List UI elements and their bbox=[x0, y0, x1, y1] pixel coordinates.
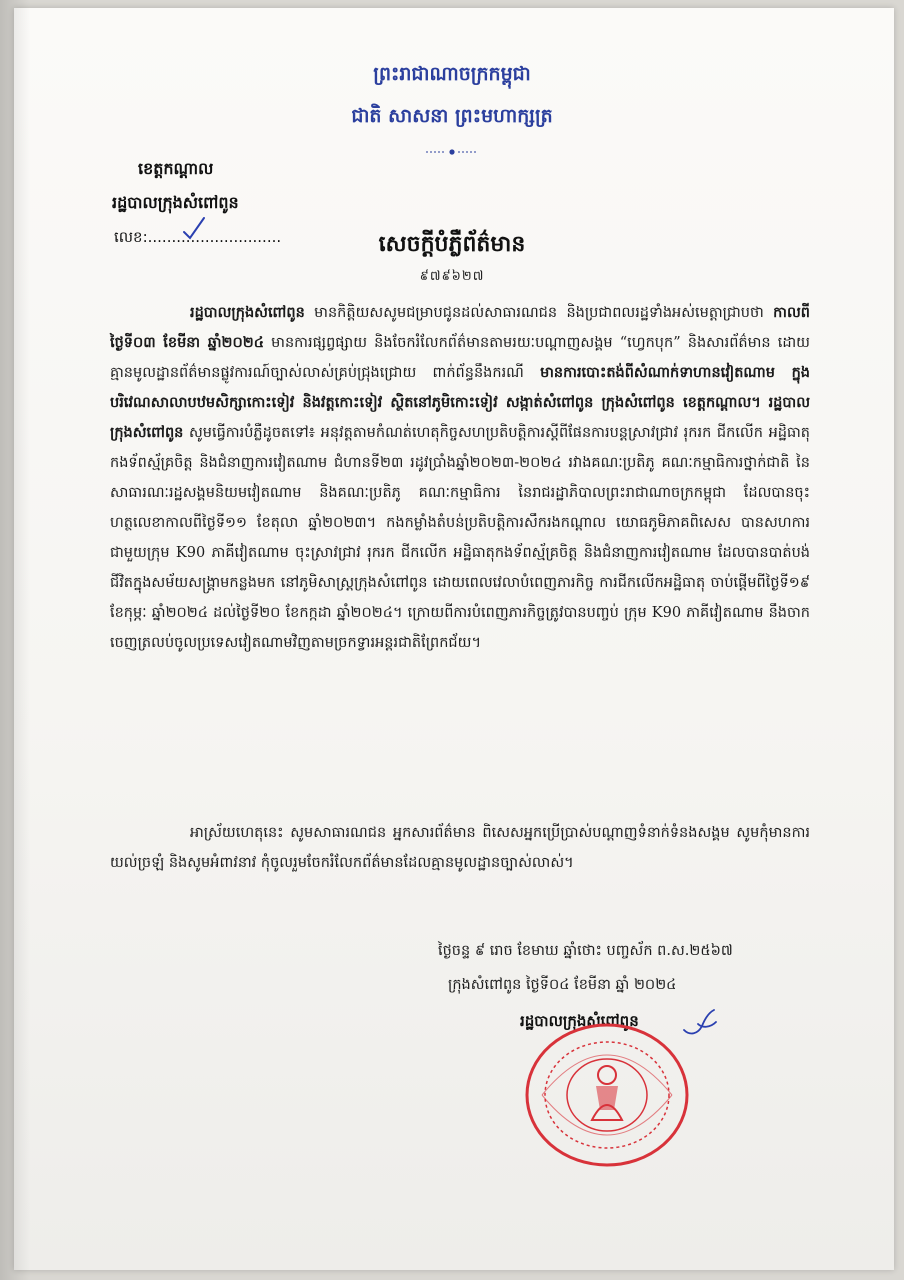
date-lunar: ថ្ងៃចន្ទ ៩ រោច ខែមាឃ ឆ្នាំថោះ បញ្ចស័ក ព.ស.២៥៦៧ bbox=[438, 943, 733, 959]
city-administration: រដ្ឋបាលក្រុងសំពៅពូន bbox=[112, 193, 239, 212]
page-edge-shadow bbox=[0, 0, 30, 1280]
kingdom-header: ព្រះរាជាណាចក្រកម្ពុជា bbox=[373, 63, 531, 85]
event-date: កាលពីថ្ងៃទី០៣ ខែមីនា ឆ្នាំ២០២៤ bbox=[110, 304, 810, 351]
date-solar: ក្រុងសំពៅពូន ថ្ងៃទី០៤ ខែមីនា ឆ្នាំ ២០២៤ bbox=[448, 977, 677, 993]
national-motto: ជាតិ សាសនា ព្រះមហាក្សត្រ bbox=[351, 105, 553, 127]
province-name: ខេត្តកណ្តាល bbox=[138, 159, 214, 178]
signature-icon bbox=[680, 1006, 720, 1040]
body-paragraph-1: រដ្ឋបាលក្រុងសំពៅពូន មានកិត្តិយសសូមជម្រាបជូនដល់សាធារណជន និងប្រជាពលរដ្ឋទាំងអស់មេត្តាជ្រាបថា កាលពីថ្ងៃទី០៣ ខែមីនា ឆ្នាំ២០២៤ មានការផ្សព្វផ្សាយ និងចែករំលែកព័ត៌មានតាមរយៈបណ្តាញសង្គម “ហ្វេកបុក” និងសារព័ត៌មាន ដោយគ្មានមូលដ្ឋានព័ត៌មានផ្លូវការណ៍ច្បាស់លាស់គ្រប់ជ្រុងជ្រោយ ពាក់ព័ន្ធនឹងករណី មានការបោះតង់ពីសំណាក់ទាហានវៀតណាម ក្នុងបរិវេណសាលាបឋមសិក្សាកោះទៀវ និងវត្តកោះទៀវ ស្ថិតនៅភូមិកោះទៀវ សង្កាត់សំពៅពូន ក្រុងសំពៅពូន ខេត្តកណ្តាល។ រដ្ឋបាលក្រុងសំពៅពូន សូមធ្វើការបំភ្លឺដូចតទៅ៖ អនុវត្តតាមកំណត់ហេតុកិច្ចសហប្រតិបត្តិការស្តីពីផែនការបន្តស្រាវជ្រាវ រុករក ជីកលើក អដ្ឋិធាតុកងទ័ពស្ម័គ្រចិត្ត និងជំនាញការវៀតណាម ជំហានទី២៣ រដូវប្រាំងឆ្នាំ២០២៣-២០២៤ រវាងគណៈប្រតិភូ គណៈកម្មាធិការថ្នាក់ជាតិ នៃសាធារណៈរដ្ឋសង្គមនិយមវៀតណាម និងគណៈប្រតិភូ គណៈកម្មាធិការ នៃរាជរដ្ឋាភិបាលព្រះរាជាណាចក្រកម្ពុជា ដែលបានចុះហត្ថលេខាកាលពីថ្ងៃទី១១ ខែតុលា ឆ្នាំ២០២៣។ កងកម្លាំងតំបន់ប្រតិបត្តិការសឹករងកណ្តាល យោធភូមិភាគពិសេស បានសហការជាមួយក្រុម K90 ភាគីវៀតណាម ចុះស្រាវជ្រាវ រុករក ជីកលើក អដ្ឋិធាតុកងទ័ពស្ម័គ្រចិត្ត និងជំនាញការវៀតណាម ដែលបានបាត់បង់ជីវិតក្នុងសម័យសង្គ្រាមកន្លងមក នៅភូមិសាស្ត្រក្រុងសំពៅពូន ដោយពេលវេលាបំពេញភារកិច្ច ការជីកលើកអដ្ឋិធាតុ ចាប់ផ្តើមពីថ្ងៃទី១៩ ខែកុម្ភៈ ឆ្នាំ២០២៤ ដល់ថ្ងៃទី២០ ខែកក្កដា ឆ្នាំ២០២៤។ ក្រោយពីការបំពេញភារកិច្ចត្រូវបានបញ្ចប់ ក្រុម K90 ភាគីវៀតណាម នឹងចាកចេញត្រលប់ចូលប្រទេសវៀតណាមវិញតាមច្រកទ្វារអន្តរជាតិព្រែកជ័យ។ bbox=[110, 304, 810, 651]
document-title: សេចក្តីបំភ្លឺព័ត៌មាន bbox=[378, 232, 526, 257]
case-description: មានការបោះតង់ពីសំណាក់ទាហានវៀតណាម ក្នុងបរិវេណសាលាបឋមសិក្សាកោះទៀវ និងវត្តកោះទៀវ ស្ថិតនៅភូមិកោះទៀវ សង្កាត់សំពៅពូន ក្រុងសំពៅពូន ខេត្តកណ្តាល។ bbox=[110, 364, 810, 411]
body-paragraph-2: អាស្រ័យហេតុនេះ សូមសាធារណជន អ្នកសារព័ត៌មាន ពិសេសអ្នកប្រើប្រាស់បណ្តាញទំនាក់ទំនងសង្គម សូមកុំមានការយល់ច្រឡំ និងសូមអំពាវនាវ កុំចូលរួមចែករំលែកព័ត៌មានដែលគ្មានមូលដ្ឋានច្បាស់លាស់។ bbox=[110, 825, 810, 871]
document-number: ៩៧៩៦២៧ bbox=[419, 269, 485, 284]
official-seal-icon bbox=[522, 1020, 692, 1170]
issuer-lead: រដ្ឋបាលក្រុងសំពៅពូន bbox=[190, 304, 305, 321]
issuer-lead-2: រដ្ឋបាលក្រុងសំពៅពូន bbox=[110, 394, 810, 441]
ornament-divider bbox=[424, 146, 480, 158]
reference-number: លេខ:............................ bbox=[114, 228, 282, 246]
signatory-label: រដ្ឋបាលក្រុងសំពៅពូន bbox=[520, 1012, 639, 1030]
